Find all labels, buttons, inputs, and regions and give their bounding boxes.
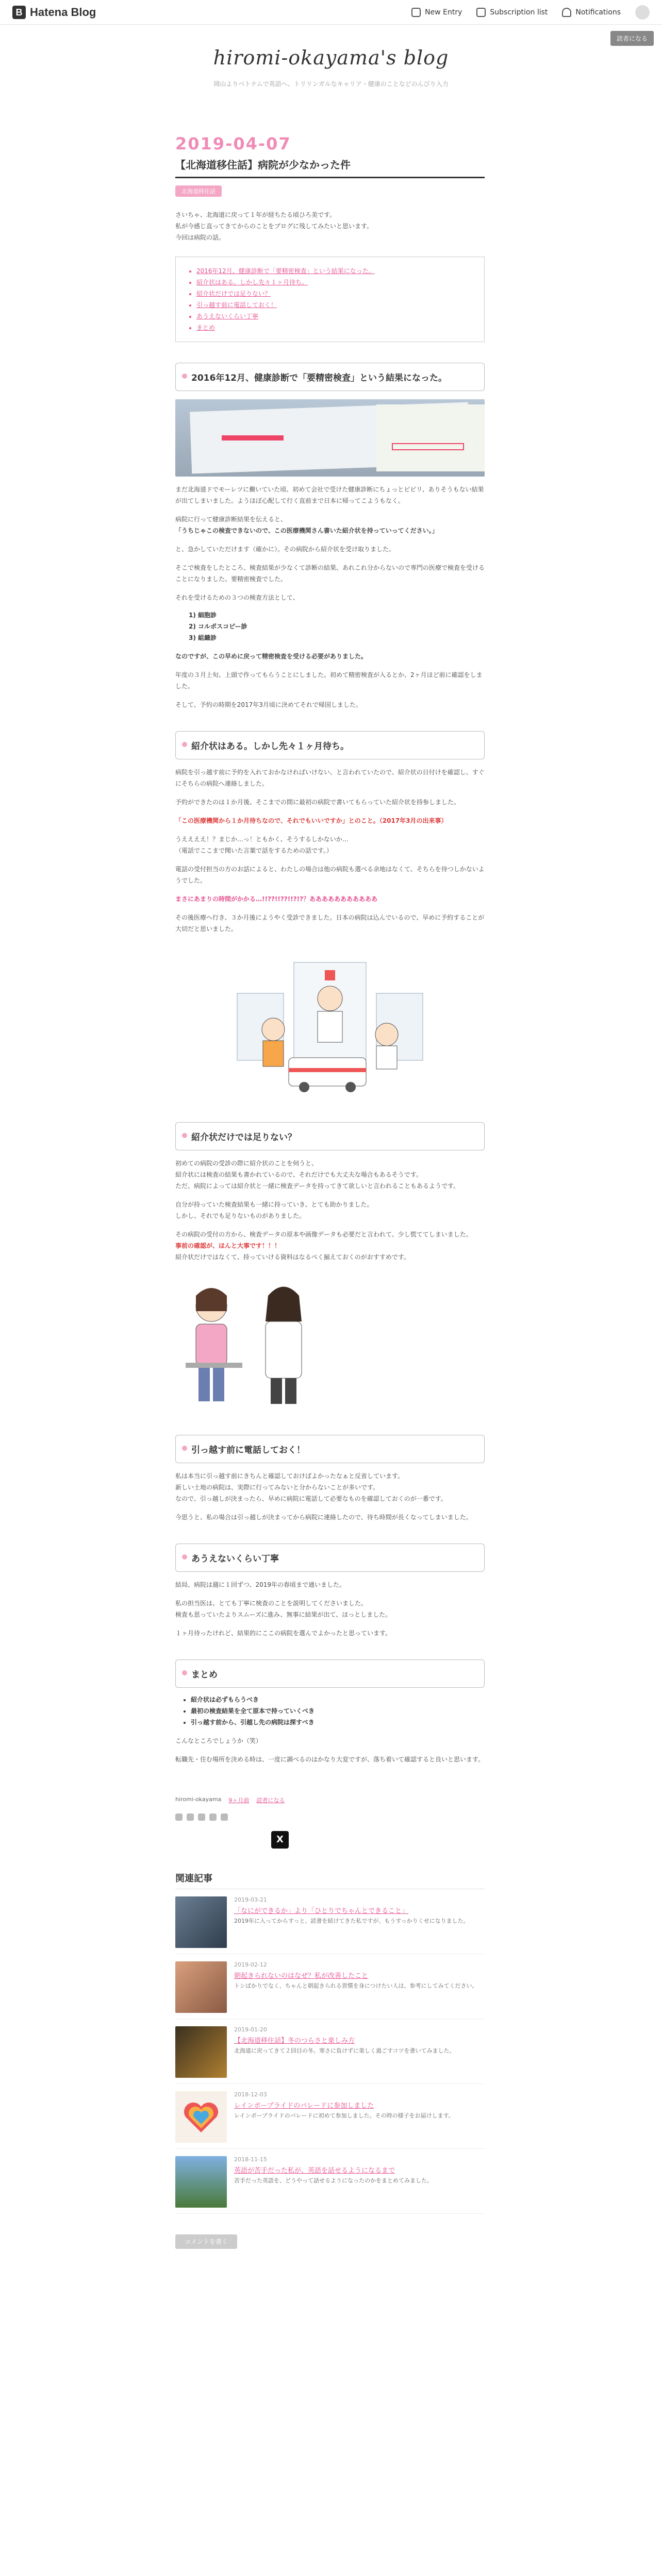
category-badge[interactable]: 北海道移住話 <box>175 185 222 197</box>
related-item[interactable] <box>175 2156 485 2214</box>
paragraph: 自分が持っていた検査結果も一緒に持っていき、とても助かりました。 <box>175 1201 373 1208</box>
paragraph: そして、予約の時期を2017年3月頃に決めてそれで帰国しました。 <box>175 701 362 708</box>
patient-body <box>196 1324 227 1365</box>
doctor-leg <box>271 1378 282 1404</box>
doctor-coat <box>266 1321 302 1378</box>
related-title[interactable]: 「なにができるか」より「ひとりでちゃんとできること」 <box>234 1907 409 1915</box>
paragraph: 私は本当に引っ越す前にきちんと確認しておけばよかったなぁと反省しています。 <box>175 1472 404 1480</box>
hospital-illustration-svg <box>175 947 485 1101</box>
paragraph: 年度の３月上旬、上頭で作ってもらうことにしました。初めて精密検査が入るとか、2ヶ月ほど前に確認をしました。 <box>175 671 483 690</box>
entry-title[interactable]: 【北海道移住話】病院が少なかった件 <box>175 157 485 178</box>
related-item[interactable] <box>175 1961 485 2019</box>
paragraph: しかし、それでも足りないものがありました。 <box>175 1212 306 1219</box>
doctor-head <box>318 986 342 1011</box>
paragraph: 紹介状だけではなくて、持っていける資料はなるべく揃えておくのがおすすめです。 <box>175 1253 410 1261</box>
related-title[interactable]: 朝起きられないのはなぜ？私が改善したこと <box>234 1972 369 1980</box>
toc-item[interactable]: • 紹介状はある。しかし先々１ヶ月待ち。 <box>196 277 472 288</box>
paragraph: （電話でここまで聞いた言葉で話をするための話です。） <box>175 847 333 854</box>
related-date: 2019-02-12 <box>234 1961 267 1968</box>
section-heading: 引っ越す前に電話しておく！ <box>175 1435 485 1463</box>
paragraph: なのですが、この早めに戻って精密検査を受ける必要がありました。 <box>175 653 368 660</box>
subscription-list-label: Subscription list <box>490 8 548 16</box>
list-item: • 紹介状は必ずもらうべき <box>191 1694 485 1705</box>
related-desc: レインボープライドのパレードに初めて参加しました。その時の様子をお届けします。 <box>234 2112 454 2119</box>
notifications-label: Notifications <box>575 8 621 16</box>
related-desc: 北海道に戻ってきて２回目の冬。寒さに負けずに楽しく過ごすコツを書いてみました。 <box>234 2047 455 2054</box>
paragraph: 転職先・住む場所を決める時は、一度に調べるのはかなり大変ですが、落ち着いて確認すると良いと思います。 <box>175 1756 485 1763</box>
twitter-icon[interactable] <box>198 1814 205 1821</box>
hatena-logo-text: Hatena Blog <box>30 5 96 19</box>
subscription-list-button[interactable] <box>476 8 548 17</box>
related-date: 2019-01-20 <box>234 2026 267 2033</box>
highlight-mark <box>222 435 284 440</box>
list-item: 1) 細胞診 <box>189 612 217 619</box>
nurse-head <box>375 1023 398 1046</box>
exam-list <box>175 609 485 643</box>
hatena-logo-icon: B <box>12 6 26 19</box>
related-thumbnail[interactable] <box>175 1961 227 2013</box>
paragraph: その後医療へ行き、３か月後にようやく受診できました。日本の病院は込んでいるので、早めに予約することが大切だと思いました。 <box>175 914 485 933</box>
toc-item[interactable]: • 引っ越す前に電話しておく！ <box>196 299 472 311</box>
related-thumbnail[interactable] <box>175 1896 227 1948</box>
paragraph: まだ北海道ドでモーレツに働いていた頃、初めて会社で受けた健康診断にちょっとビビリ、ありそうもない結果が出てしまいました。ようほぼ心配して行く直前まで日本に帰ってこようもなく。 <box>175 486 484 504</box>
paragraph: 結局、病院は週に１回ずつ、2019年の春頃まで通いました。 <box>175 1581 346 1588</box>
patient-body <box>263 1041 284 1066</box>
paragraph: １ヶ月待ったけれど、結果的にここの病院を選んでよかったと思っています。 <box>175 1630 392 1637</box>
intro-line: 私が今感じ直ってきてからのことをブログに残してみたいと思います。 <box>175 223 373 230</box>
paragraph: ただ、病院によっては紹介状と一緒に検査データを持ってきて欲しいと言われることもあるようです。 <box>175 1182 460 1190</box>
doctor-hair <box>266 1287 302 1322</box>
paragraph: こんなところでしょうか（笑） <box>175 1737 262 1744</box>
related-date: 2019-03-21 <box>234 1896 267 1903</box>
paragraph: なので、引っ越しが決まったら、早めに病院に電話して必要なものを確認しておくのが一番です。 <box>175 1495 447 1502</box>
doctor-body <box>318 1011 342 1042</box>
related-date: 2018-12-03 <box>234 2091 267 2098</box>
section-heading: あうえないくらい丁寧 <box>175 1544 485 1572</box>
cross-icon <box>325 970 335 980</box>
entry-date[interactable]: 2019-04-07 <box>175 134 291 154</box>
paragraph: 検査も思っていたよりスムーズに進み、無事に結果が出て、ほっとしました。 <box>175 1611 392 1618</box>
toc-item[interactable]: • 2016年12月、健康診断で「要精密検査」という結果になった。 <box>196 265 472 277</box>
list-item: 3) 組織診 <box>189 634 217 641</box>
intro-line: さいちゃ、北海道に戻って１年が経ちたる頃ひろ美です。 <box>175 211 336 218</box>
comment-button[interactable]: コメントを書く <box>175 2234 237 2249</box>
hospital-illustration <box>175 947 485 1101</box>
blog-description: 岡山よりベトナムで英語へ、トリリンガルなキャリア・健康のことなどのんびり入力 <box>213 80 449 88</box>
related-heading: 関連記事 <box>175 1871 485 1889</box>
related-item[interactable] <box>175 2091 485 2149</box>
hatena-logo[interactable] <box>12 6 96 19</box>
paragraph: 病院を引っ越す前に予約を入れておかなければいけない、と言われていたので、紹介状の日付けを確認し、すぐにそちらの病院へ連絡しました。 <box>175 769 485 787</box>
new-entry-button[interactable] <box>411 8 462 17</box>
summary-list <box>175 1694 485 1728</box>
report-paper <box>376 404 485 471</box>
user-avatar[interactable] <box>635 5 650 20</box>
related-thumbnail[interactable] <box>175 2026 227 2078</box>
new-entry-label: New Entry <box>425 8 462 16</box>
section-heading: 2016年12月、健康診断で「要精密検査」という結果になった。 <box>175 363 485 391</box>
pocket-icon[interactable] <box>221 1814 228 1821</box>
hatena-top-bar <box>0 0 662 25</box>
line-icon[interactable] <box>209 1814 217 1821</box>
paragraph: 私の担当医は、とても丁寧に検査のことを説明してくださいました。 <box>175 1600 368 1607</box>
pencil-icon <box>411 8 421 17</box>
list-item: • 引っ越す前から、引越し先の病院は探すべき <box>191 1717 485 1728</box>
emphasis-text: 「この医療機関から１か月待ちなので、それでもいいですか」とのこと。（2017年3月の出来事） <box>175 817 448 824</box>
subscribe-link[interactable]: 読者になる <box>256 1797 285 1804</box>
share-buttons <box>175 1814 485 1821</box>
paragraph: 病院に行って健康診断結果を伝えると、 <box>175 516 287 523</box>
related-item[interactable] <box>175 2026 485 2084</box>
blog-title[interactable]: hiromi-okayama's blog <box>213 46 449 69</box>
related-title[interactable]: レインボープライドのパレードに参加しました <box>234 2102 374 2110</box>
bell-icon <box>562 8 571 17</box>
paragraph: その病院の受付の方から、検査データの原本や画像データも必要だと言われて、少し慌ててしまいました。 <box>175 1231 472 1238</box>
consultation-illustration-svg <box>175 1275 485 1414</box>
toc-item[interactable]: • 紹介状だけでは足りない？ <box>196 288 472 299</box>
intro-line: 今回は病院の話。 <box>175 234 225 241</box>
highlight-mark <box>392 443 464 450</box>
stool <box>186 1363 242 1368</box>
entry-time-link[interactable]: 9ヶ月前 <box>228 1797 250 1804</box>
list-item: • 最初の検査結果を全て原本で持っていくべき <box>191 1705 485 1717</box>
paragraph: うええええ！？まじか…っ！ともかく、そうするしかないか… <box>175 836 349 843</box>
ambulance-stripe <box>289 1068 366 1072</box>
facebook-icon[interactable] <box>187 1814 194 1821</box>
patient-leg <box>213 1365 224 1401</box>
paragraph: そこで検査をしたところ、検査結果が少なくて診断の結果、あれこれ分からないので専門の医療で検査を受けることになりました。要精密検査でした。 <box>175 564 485 583</box>
paragraph: 電話の受付担当の方のお話によると、わたしの場合は他の病院も選べる余地はなくて、そちらを待つしかないようでした。 <box>175 866 485 884</box>
toc-item[interactable]: • あうえないくらい丁寧 <box>196 311 472 322</box>
emphasis-text: まさにあまりの時間がかかる…!!??!!??!!?!?？あああああああああああ <box>175 895 378 903</box>
patient-head <box>262 1018 285 1041</box>
author-link[interactable]: hiromi-okayama <box>175 1796 222 1803</box>
subscribe-reader-button[interactable]: 読者になる <box>610 31 654 46</box>
paragraph: 紹介状には検査の結果も書かれているので、それだけでも大丈夫な場合もあるそうです。 <box>175 1171 422 1178</box>
related-desc: 2019年に入ってからすっと、読書を続けてきた私ですが、もうすっかりくせになりました。 <box>234 1918 469 1924</box>
paragraph: 今思うと、私の場合は引っ越しが決まってから病院に連絡したので、待ち時間が長くなってしまいました。 <box>175 1514 472 1521</box>
list-item: 2) コルポスコピー診 <box>189 623 247 630</box>
table-of-contents <box>175 257 485 342</box>
author-line <box>175 1796 485 1804</box>
paragraph: 「うちじゃこの検査できないので、この医療機関さん書いた紹介状を持っていってください。」 <box>175 527 438 534</box>
rainbow-heart-icon <box>175 2091 227 2143</box>
nurse-body <box>376 1046 397 1069</box>
emphasis-text: 事前の確認が、ほんと大事です！！！ <box>175 1242 281 1249</box>
related-title[interactable]: 【北海道移住話】冬のつらさと楽しみ方 <box>234 2037 355 2045</box>
related-title[interactable]: 英語が苦手だった私が、英語を話せるようになるまで <box>234 2167 395 2175</box>
article <box>175 129 485 2249</box>
related-desc: トシばかりでなく、ちゃんと朝起きられる習慣を身につけたい人は、参考にしてみてください。 <box>234 1982 478 1989</box>
related-item[interactable] <box>175 1896 485 1954</box>
related-desc: 苦手だった英語を、どうやって話せるようになったのかをまとめてみました。 <box>234 2177 433 2184</box>
consultation-illustration <box>175 1275 485 1414</box>
related-thumbnail[interactable] <box>175 2091 227 2143</box>
x-share-button[interactable]: X <box>271 1831 289 1849</box>
related-date: 2018-11-15 <box>234 2156 267 2163</box>
paragraph: 新しい土地の病院は、実際に行ってみないと分からないことが多いです。 <box>175 1484 379 1491</box>
ambulance-wheel <box>345 1082 356 1092</box>
medical-report-photo <box>175 399 485 477</box>
doctor-leg <box>285 1378 296 1404</box>
paragraph: 予約ができたのは１か月後、そこまでの間に最初の病院で書いてもらっていた紹介状を持参しました。 <box>175 799 460 806</box>
toc-item[interactable]: • まとめ <box>196 322 472 333</box>
patient-hair <box>196 1288 227 1311</box>
blog-header <box>0 46 662 88</box>
intro <box>175 209 485 243</box>
notifications-button[interactable] <box>562 8 621 17</box>
book-icon <box>476 8 486 17</box>
hatena-bookmark-icon[interactable] <box>175 1814 183 1821</box>
ambulance-wheel <box>299 1082 309 1092</box>
paragraph: 初めての病院の受診の際に紹介状のことを伺うと、 <box>175 1160 318 1167</box>
paragraph: それを受けるための３つの検査方法として、 <box>175 594 299 601</box>
patient-leg <box>198 1365 210 1401</box>
section-heading: 紹介状はある。しかし先々１ヶ月待ち。 <box>175 731 485 759</box>
section-heading: 紹介状だけでは足りない？ <box>175 1122 485 1150</box>
section-heading: まとめ <box>175 1659 485 1688</box>
related-thumbnail[interactable] <box>175 2156 227 2208</box>
paragraph: と、急かしていただけます（確かに）。その病院から紹介状を受け取りました。 <box>175 546 395 553</box>
